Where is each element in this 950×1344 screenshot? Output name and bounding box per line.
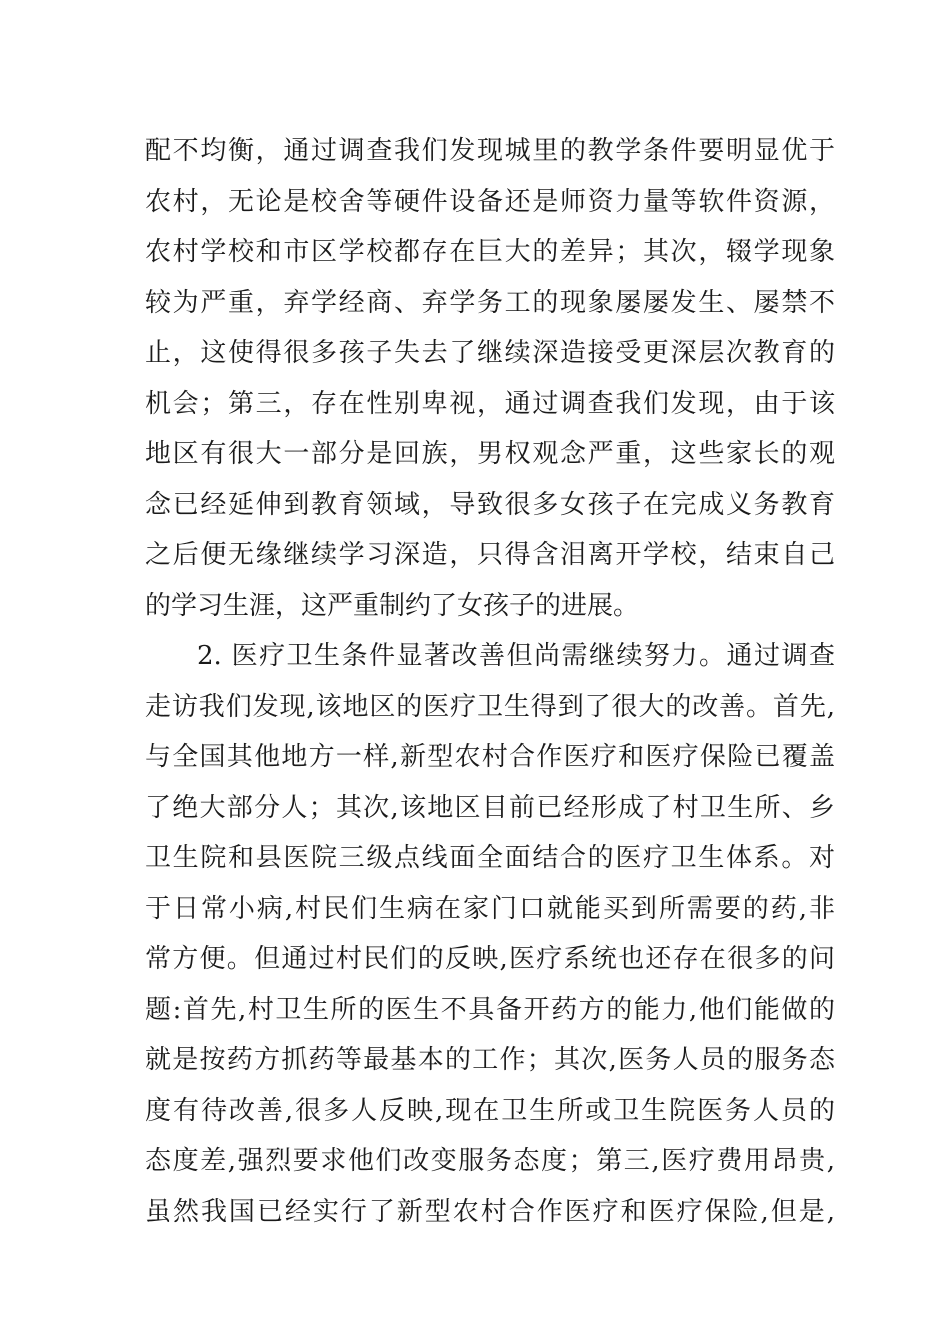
paragraph-last-line: 的学习生涯，这严重制约了女孩子的进展。 [145,590,640,621]
text-line: 农村学校和市区学校都存在巨大的差异；其次，辍学现象 [145,237,835,267]
text-line: 与全国其他地方一样,新型农村合作医疗和医疗保险已覆盖 [145,742,835,772]
section-heading-line: 2. 医疗卫生条件显著改善但尚需继续努力。通过调查 [197,641,835,671]
text-line: 念已经延伸到教育领域，导致很多女孩子在完成义务教育 [145,489,835,520]
text-line: 农村，无论是校舍等硬件设备还是师资力量等软件资源， [145,186,835,217]
text-line: 了绝大部分人；其次,该地区目前已经形成了村卫生所、乡 [145,792,835,823]
text-line: 常方便。但通过村民们的反映,医疗系统也还存在很多的问 [145,944,835,974]
text-line: 题:首先,村卫生所的医生不具备开药方的能力,他们能做的 [145,994,835,1025]
text-line: 机会；第三，存在性别卑视，通过调查我们发现，由于该 [145,388,835,419]
text-line: 止，这使得很多孩子失去了继续深造接受更深层次教育的 [145,338,835,368]
text-line: 卫生院和县医院三级点线面全面结合的医疗卫生体系。对 [145,843,835,873]
text-line: 较为严重，弃学经商、弃学务工的现象屡屡发生、屡禁不 [145,287,835,318]
text-line: 于日常小病,村民们生病在家门口就能买到所需要的药,非 [145,893,835,924]
text-line: 配不均衡，通过调查我们发现城里的教学条件要明显优于 [145,136,835,166]
text-line: 地区有很大一部分是回族，男权观念严重，这些家长的观 [145,439,835,469]
body-text [145,126,835,1237]
text-line: 就是按药方抓药等最基本的工作；其次,医务人员的服务态 [145,1045,835,1075]
text-line: 态度差,强烈要求他们改变服务态度；第三,医疗费用昂贵, [145,1146,835,1176]
text-line: 虽然我国已经实行了新型农村合作医疗和医疗保险,但是, [145,1196,835,1227]
text-line: 走访我们发现,该地区的医疗卫生得到了很大的改善。首先, [145,691,835,722]
text-line: 之后便无缘继续学习深造，只得含泪离开学校，结束自己 [145,540,835,570]
text-line: 度有待改善,很多人反映,现在卫生所或卫生院医务人员的 [145,1095,835,1126]
